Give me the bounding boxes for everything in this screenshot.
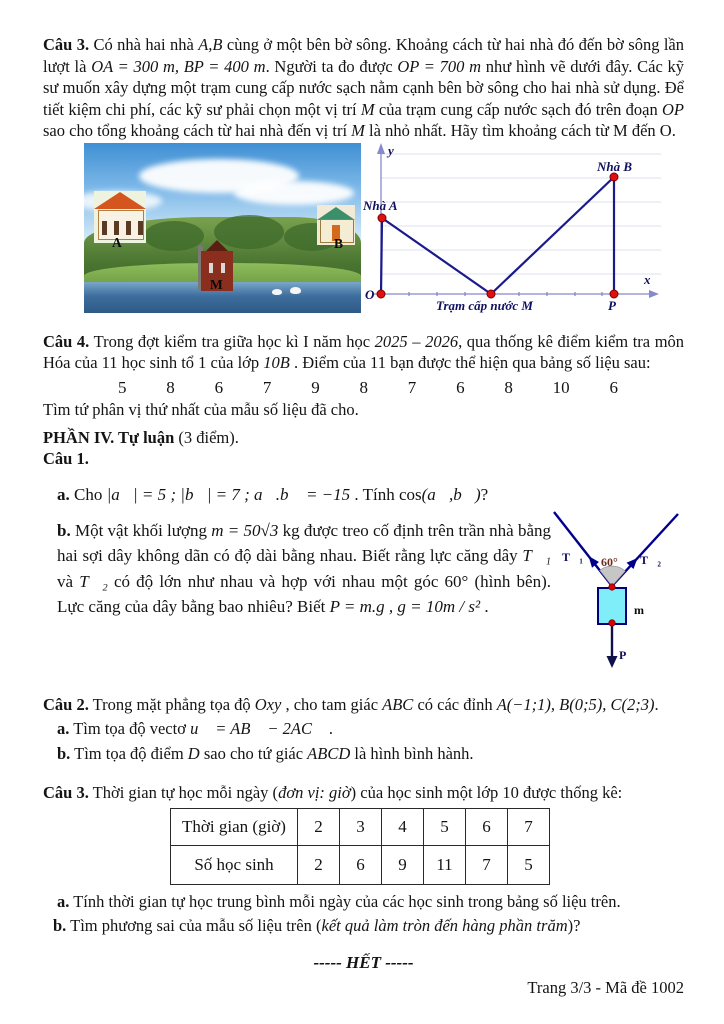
t2-label: T⃗₂ [640, 552, 661, 567]
question-label: Câu 2. [43, 694, 89, 714]
table-cell: 6 [340, 845, 382, 884]
text-segment: Tìm tọa độ vectơ [69, 719, 191, 738]
y-axis-arrow [377, 143, 385, 154]
photo-label-a: A [112, 234, 122, 250]
mass-block [598, 588, 626, 624]
score-value: 7 [407, 377, 417, 397]
score-value: 5 [118, 377, 127, 397]
score-value: 8 [504, 377, 513, 397]
weight-label: P⃗ [619, 647, 636, 662]
question-2b [57, 743, 684, 765]
text-segment: Có nhà hai nhà [89, 35, 199, 54]
table-cell: 11 [424, 845, 466, 884]
p-label: P [608, 297, 616, 313]
weight-arrowhead [607, 656, 618, 668]
question-2a [57, 718, 684, 740]
text-segment: và [57, 571, 80, 591]
score-value: 9 [311, 377, 320, 397]
table-cell: 2 [298, 808, 340, 845]
nha-a-label: Nhà A [363, 197, 398, 213]
question-2 [43, 694, 684, 716]
math-segment: D [187, 743, 200, 763]
math-segment: m = 50√3 [211, 520, 279, 540]
question-1-block [43, 480, 684, 682]
text-segment: cùng ở một bên bờ sông. Khoảng cách từ hai nhà đó đến bờ sông lần lượt là [43, 35, 685, 76]
points [377, 173, 618, 298]
question-3-intro [43, 34, 684, 142]
coordinate-diagram [361, 142, 663, 317]
item-label: a. [57, 891, 70, 911]
cloud [234, 181, 354, 205]
house-a-roof [94, 192, 146, 209]
text-segment: Tính thời gian tự học trung bình mỗi ngày của các học sinh trong bảng số liệu trên. [69, 891, 621, 911]
x-axis-arrow [649, 290, 659, 298]
table-cell: 7 [466, 845, 508, 884]
item-label: b. [53, 916, 67, 935]
math-segment: ABCD [307, 743, 351, 763]
question-3b-b [53, 915, 684, 937]
question-label: Câu 3. [43, 783, 89, 802]
math-segment: T⃗₂ [79, 571, 108, 591]
math-segment: M [360, 99, 375, 119]
math-segment: 2025 – 2026 [374, 331, 459, 351]
table-cell: 6 [466, 808, 508, 845]
text-segment: kg được treo cố định trên trần nhà bằng hai sợi dây không dãn có độ dài bằng nhau. Biết rằng lực căng dây [57, 520, 551, 565]
text-segment: ) của học sinh một lớp 10 được thống kê: [350, 783, 623, 802]
math-segment: A(−1;1), B(0;5), C(2;3) [496, 694, 655, 714]
photo-label-b: B [334, 235, 344, 251]
swan [272, 289, 282, 295]
text-segment: Trong mặt phẳng tọa độ [88, 694, 255, 714]
math-segment: A,B [198, 35, 223, 54]
t1-label: T⃗₁ [562, 549, 583, 564]
question-3-bottom [43, 782, 684, 804]
math-segment: u⃗ = AB⃗ − 2AC⃗ [190, 719, 325, 738]
table-row [171, 808, 550, 845]
table-row [171, 845, 550, 884]
scores-row [118, 377, 618, 399]
text-segment: là nhỏ nhất. Hãy tìm khoảng cách từ M đến O. [364, 121, 676, 140]
study-time-table [170, 808, 550, 885]
text-segment: có độ lớn như nhau và hợp với nhau một góc 60° (hình bên). Lực căng của dây bằng bao nhiêu? Biết [57, 571, 552, 616]
table-cell: 7 [508, 808, 550, 845]
river-photo [84, 143, 361, 313]
item-label: a. [57, 484, 70, 504]
math-segment: OA = 300 m, BP = 400 m [91, 56, 266, 76]
text-segment: Tìm tọa độ điểm [70, 743, 188, 763]
text-segment: . [654, 694, 659, 714]
x-axis-label: x [644, 271, 651, 287]
text-segment: , cho tam giác [281, 694, 383, 714]
text-segment: . [480, 597, 489, 616]
row-header: Số học sinh [171, 845, 298, 884]
score-value: 10 [552, 377, 570, 397]
math-segment: (a⃗,b⃗) [421, 484, 481, 504]
score-value: 6 [609, 377, 618, 397]
item-label: b. [57, 520, 71, 540]
text-segment: )? [567, 916, 581, 935]
score-value: 6 [456, 377, 465, 397]
score-value: 8 [359, 377, 368, 397]
figure-row [84, 142, 684, 317]
text-segment: Trong đợt kiểm tra giữa học kì I năm học [89, 331, 375, 351]
question-4 [43, 331, 684, 374]
math-segment: M [351, 121, 365, 140]
table-cell: 5 [424, 808, 466, 845]
text-segment: có các đỉnh [413, 694, 497, 714]
swan [290, 287, 301, 294]
table-cell: 3 [340, 808, 382, 845]
part-suffix: (3 điểm). [174, 427, 239, 447]
text-segment: sao cho tổng khoảng cách từ hai nhà đến vị trí [43, 121, 352, 140]
question-3b-a [57, 891, 684, 913]
photo-label-m: M [210, 276, 223, 292]
row-header: Thời gian (giờ) [171, 808, 298, 845]
text-segment: của trạm cung cấp nước sạch đó trên đoạn [374, 99, 663, 119]
question-4-task: Tìm tứ phân vị thứ nhất của mẫu số liệu đã cho. [43, 400, 359, 419]
text-segment: như hình vẽ dưới đây. Các kỹ sư muốn xây dựng một trạm cung cấp nước sạch nằm cạnh bên bờ sông cho hai nhà sử dụng. Để tiết kiệm chi phí, các kỹ sư phải chọn một vị trí [43, 56, 684, 119]
item-label: b. [57, 743, 71, 763]
y-axis-label: y [388, 142, 394, 158]
score-value: 6 [214, 377, 224, 397]
math-segment: Oxy [254, 694, 282, 714]
tree [144, 221, 204, 251]
part-4-heading [43, 427, 684, 449]
table-cell: 5 [508, 845, 550, 884]
text-segment: Cho [69, 484, 107, 504]
angle-label: 60° [601, 554, 618, 569]
table-cell: 2 [298, 845, 340, 884]
question-1b [57, 518, 551, 620]
italic-segment: đơn vị: giờ [278, 783, 351, 802]
text-segment: , qua thống kê điểm kiểm tra môn Hóa của 11 học sinh tổ 1 của lớp [43, 331, 685, 372]
math-segment: P = m.g , g = 10m / s² [329, 597, 481, 616]
score-value: 7 [262, 377, 272, 397]
path-segments [381, 177, 614, 294]
math-segment: T⃗₁ [522, 546, 551, 565]
part-title: PHẦN IV. Tự luận [43, 427, 175, 447]
text-segment: . [324, 719, 334, 738]
math-segment: OP [662, 99, 685, 119]
text-segment: . Điểm của 11 bạn được thể hiện qua bảng số liệu sau: [289, 353, 651, 372]
math-segment: |a⃗| = 5 ; |b⃗| = 7 ; a⃗.b⃗ = −15 [106, 484, 351, 504]
question-label: Câu 3. [43, 35, 90, 54]
text-segment: Thời gian tự học mỗi ngày ( [88, 783, 279, 802]
text-segment: ? [480, 484, 489, 504]
end-marker: ----- HẾT ----- [313, 952, 414, 972]
math-segment: OP = 700 m [397, 56, 482, 76]
text-segment: . Người ta đo được [265, 56, 398, 76]
table-cell: 9 [382, 845, 424, 884]
score-value: 8 [166, 377, 175, 397]
origin-label: O [365, 286, 375, 302]
math-segment: 10B [263, 353, 290, 372]
text-segment: Một vật khối lượng [70, 520, 212, 540]
text-segment: . Tính cos [350, 484, 422, 504]
item-label: a. [57, 719, 70, 738]
question-label: Câu 4. [43, 331, 90, 351]
math-segment: ABC [382, 694, 414, 714]
nha-b-label: Nhà B [597, 158, 633, 174]
text-segment: sao cho tứ giác [199, 743, 308, 763]
tension-diagram [540, 496, 704, 676]
text-segment: là hình bình hành. [350, 743, 474, 763]
tram-label: Trạm cấp nước M [436, 297, 533, 313]
text-segment: Tìm phương sai của mẫu số liệu trên ( [66, 916, 322, 935]
italic-segment: kết quả làm tròn đến hàng phần trăm [321, 916, 568, 935]
question-1-label: Câu 1. [43, 449, 89, 468]
mass-label: m [634, 602, 644, 617]
page-number: Trang 3/3 - Mã đề 1002 [527, 978, 684, 997]
table-cell: 4 [382, 808, 424, 845]
